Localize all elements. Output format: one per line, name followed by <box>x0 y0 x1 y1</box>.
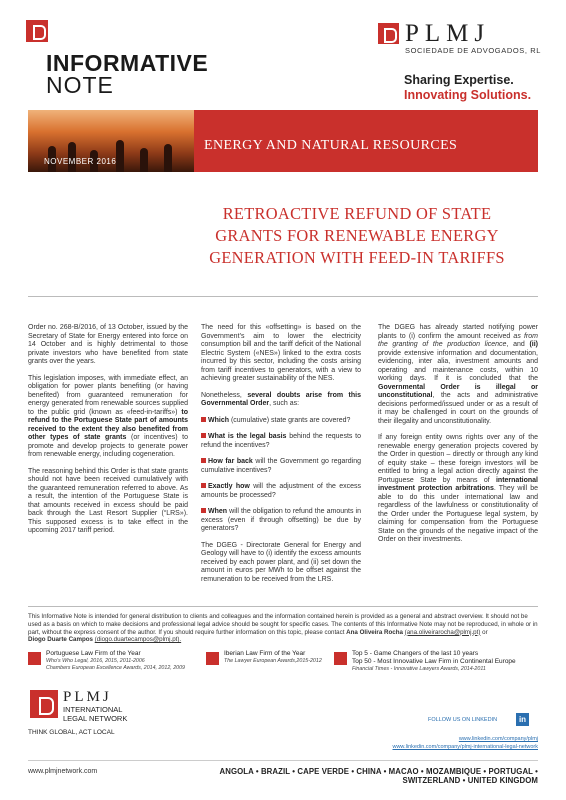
firm-subtitle: SOCIEDADE DE ADVOGADOS, RL <box>405 46 542 55</box>
article-column-2 <box>201 324 361 592</box>
network-logo-icon <box>30 690 58 718</box>
paragraph: This legislation imposes, with immediate effect, an obligation for power plants benefiting (or having benefited) from guaranteed remuneration for energy generated from renewable sources supplied to the public grid (known as «feed-in-tariffs») to refund to the Portuguese State part of amounts received to the extent they also benefited from other types of state grants (or incentives) to promote and develop projects to generate power from renewable energy, including cogeneration. <box>28 374 188 458</box>
question-item: Exactly how will the adjustment of the excess amounts be processed? <box>201 483 362 499</box>
firm-name: PLMJ <box>405 20 491 47</box>
linkedin-icon[interactable]: in <box>516 713 529 726</box>
network-name: PLMJ <box>63 689 112 705</box>
bullet-icon <box>201 483 206 488</box>
question-item: When will the obligation to refund the amounts in excess (even if through offsetting) be due by generators? <box>201 508 361 532</box>
question-item: How far back will the Government go regarding cumulative incentives? <box>201 458 361 474</box>
headline <box>168 203 546 269</box>
bullet-icon <box>201 417 206 422</box>
disclaimer: This Informative Note is intended for general distribution to clients and colleagues and the information contained herein is provided as a general and abstract overview. It should not be used as a basis on which to make decisions and professional legal advice should be sought for specific cases. The contents of this Informative Note may not be reproduced, in whole or in part, without the express consent of the author. If you should require further information on this topic, please contact Ana Oliveira Rocha (ana.oliveirarocha@plmj.pt) or Diogo Duarte Campos (diogo.duartecampos@plmj.pt). <box>28 613 538 644</box>
divider <box>28 296 538 297</box>
bullet-icon <box>201 508 206 513</box>
bullet-icon <box>201 458 206 463</box>
linkedin-network-link[interactable]: www.linkedin.com/company/plmj-international-legal-network <box>392 744 538 750</box>
contact-name: Diogo Duarte Campos <box>28 636 93 644</box>
informative-note-logo-icon <box>26 20 48 42</box>
award-icon <box>28 652 41 665</box>
follow-linkedin-link[interactable]: FOLLOW US ON LINKEDIN <box>428 717 498 723</box>
award-icon <box>206 652 219 665</box>
article-column-1 <box>28 324 188 544</box>
issue-month: NOVEMBER 2016 <box>44 157 117 166</box>
paragraph: Nonetheless, several doubts arise from this Governmental Order, such as: <box>201 391 361 407</box>
informative-title: INFORMATIVE <box>46 50 209 76</box>
plmj-logo-icon <box>378 23 399 44</box>
network-line-1: INTERNATIONAL <box>63 705 123 714</box>
question-item: Which (cumulative) state grants are covered? <box>201 417 361 426</box>
section-title: ENERGY AND NATURAL RESOURCES <box>204 138 458 153</box>
contact-name: Ana Oliveira Rocha <box>346 628 403 636</box>
note-title: NOTE <box>46 72 114 98</box>
award-icon <box>334 652 347 665</box>
bullet-icon <box>201 433 206 438</box>
article-column-3 <box>378 324 538 553</box>
headline-line-2: GRANTS FOR RENEWABLE ENERGY <box>215 226 499 245</box>
headline-line-1: RETROACTIVE REFUND OF STATE <box>222 204 492 223</box>
paragraph: The DGEG has already started notifying power plants to (i) confirm the amount received as from the granting of the production licence, and (ii) provide extensive information and documentation, evidencing, inter alia, investment amounts and operating and maintenance costs, within 10 working days. If it is concluded that the Governmental Order is illegal or unconstitutional, the acts and administrative decisions performed/issued under or as a result of it may be challenged in court on the grounds of their illegality and unconstitutionality. <box>378 324 538 425</box>
slogan-line-1: Sharing Expertise. <box>404 73 514 87</box>
slogan-line-2: Innovating Solutions. <box>404 88 532 102</box>
question-item: What is the legal basis behind the requests to refund the incentives? <box>201 433 362 449</box>
linkedin-company-link[interactable]: www.linkedin.com/company/plmj <box>458 736 538 742</box>
countries-list: ANGOLA • BRAZIL • CAPE VERDE • CHINA • MACAO • MOZAMBIQUE • PORTUGAL • SWITZERLAND • UNITED KINGDOM <box>219 767 538 785</box>
paragraph: The need for this «offsetting» is based on the Government’s aim to lower the electricity consumption bill and the tariff deficit of the National Electric System («NES») linked to the extra costs incurred by this sector, including the costs arising from tariff incentives to generators, with a view to achieving greater sustainability of the NES. <box>201 324 361 382</box>
contact-email-link[interactable]: (ana.oliveirarocha@plmj.pt) <box>404 628 481 636</box>
divider <box>28 606 538 607</box>
paragraph: If any foreign entity owns rights over any of the renewable energy generation projects covered by the Order in question – directly or through any kind of equity stake – these foreign investors will be entitled to bring a legal action directly against the Portuguese State by means of international investment protection arbitrations. They will be able to do this under international law and regardless of the lawfulness or constitutionality of the Order under the Portuguese legal system, by claiming for compensation from the Portuguese State on the grounds of the negative impact of the Order on their investments. <box>378 434 538 543</box>
headline-line-3: GENERATION WITH FEED-IN TARIFFS <box>209 248 505 267</box>
paragraph: The reasoning behind this Order is that state grants should not have been received cumulatively with the guaranteed remuneration referred to above. As a result, the intention of the Portuguese State is that amounts received in excess should be paid back through the Last Resort Supplier (“LRS»). This supposed excess is to take effect in the upcoming 2017 tariff period. <box>28 467 188 534</box>
network-tagline: THINK GLOBAL, ACT LOCAL <box>28 729 115 736</box>
paragraph: Order no. 268-B/2016, of 13 October, issued by the Secretary of State for Energy entered into force on 14 October and is highly detrimental to those private investors who have benefited from state grants over the years. <box>28 324 188 365</box>
divider <box>28 760 538 761</box>
contact-email-link[interactable]: (diogo.duartecampos@plmj.pt). <box>94 636 182 644</box>
paragraph: The DGEG - Directorate General for Energy and Geology will have to (i) identify the excess amounts received by each power plant, and (ii) set down the amount in euros per MWh to be offset against the remuneration to be received from the LRS. <box>201 541 361 583</box>
website-link[interactable]: www.plmjnetwork.com <box>28 768 98 775</box>
network-line-2: LEGAL NETWORK <box>63 714 128 723</box>
